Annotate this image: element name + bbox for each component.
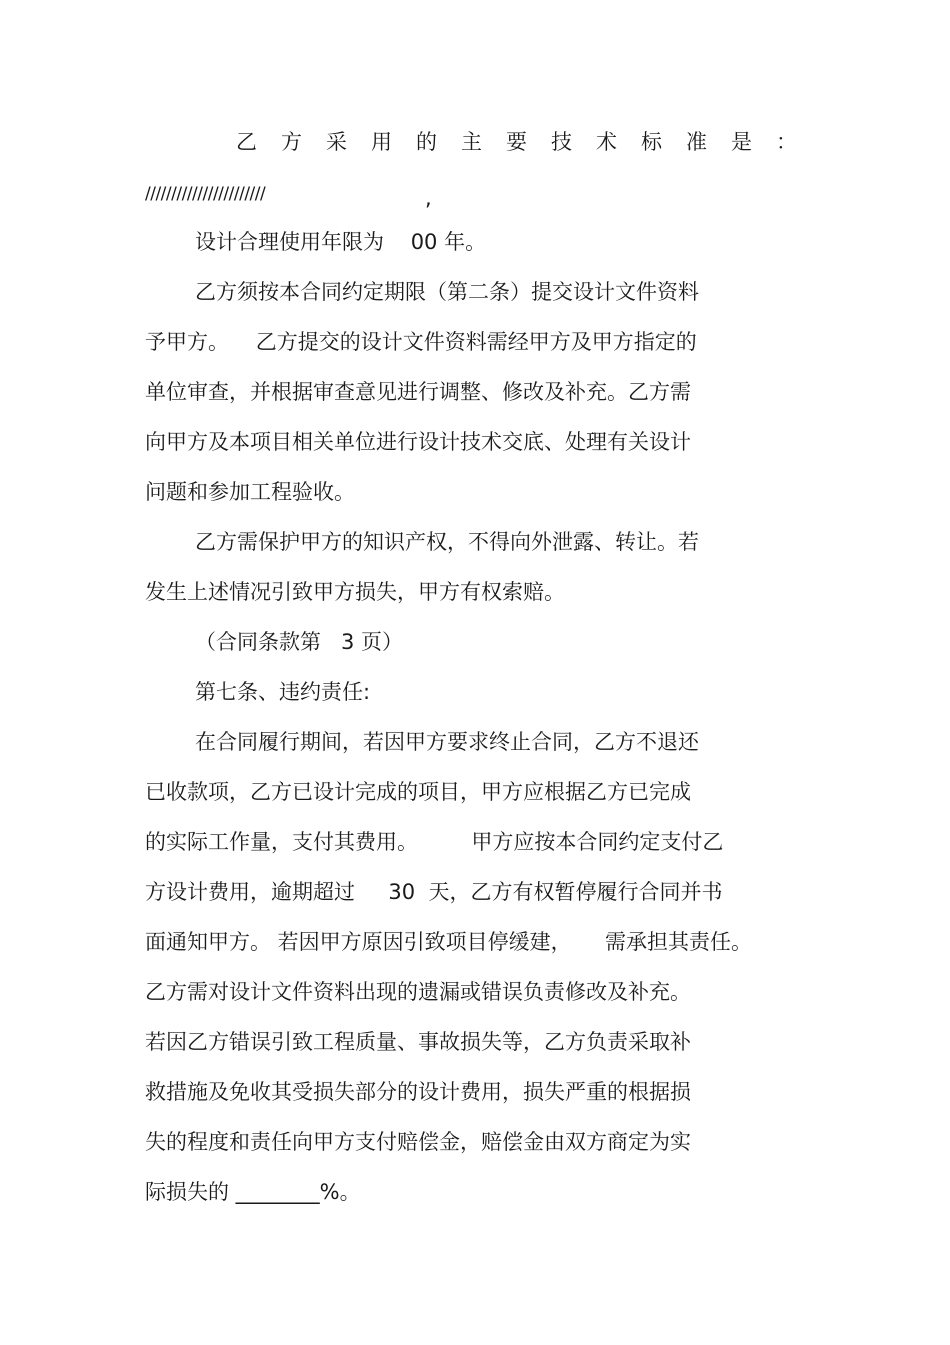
paragraph-line: 发生上述情况引致甲方损失，甲方有权索赔。 [145,580,565,604]
paragraph-line: 方设计费用，逾期超过 30 天，乙方有权暂停履行合同并书 [145,880,723,904]
paragraph-line: 的实际工作量，支付其费用。 甲方应按本合同约定支付乙 [145,830,724,854]
paragraph-line: 失的程度和责任向甲方支付赔偿金，赔偿金由双方商定为实 [145,1130,691,1154]
tech-standard-line: 乙方采用的主要技术标准是： [236,130,821,154]
paragraph-line: 救措施及免收其受损失部分的设计费用，损失严重的根据损 [145,1080,691,1104]
paragraph-line: 乙方需保护甲方的知识产权，不得向外泄露、转让。若 [195,530,699,554]
paragraph-line: 若因乙方错误引致工程质量、事故损失等，乙方负责采取补 [145,1030,691,1054]
page-note: （合同条款第 3 页） [195,630,404,654]
paragraph-line: 在合同履行期间，若因甲方要求终止合同，乙方不退还 [195,730,699,754]
paragraph-line: 问题和参加工程验收。 [145,480,355,504]
paragraph-line: 乙方须按本合同约定期限（第二条）提交设计文件资料 [195,280,699,304]
paragraph-line: 已收款项，乙方已设计完成的项目，甲方应根据乙方已完成 [145,780,691,804]
paragraph-line: 向甲方及本项目相关单位进行设计技术交底、处理有关设计 [145,430,691,454]
paragraph-line: 际损失的 ________%。 [145,1180,361,1204]
tech-standard-comma: , [425,186,432,210]
paragraph-line: 予甲方。 乙方提交的设计文件资料需经甲方及甲方指定的 [145,330,697,354]
paragraph-line: 乙方需对设计文件资料出现的遗漏或错误负责修改及补充。 [145,980,691,1004]
design-life-line: 设计合理使用年限为 00 年。 [195,230,487,254]
tech-standard-blank: /////////////////////// [145,184,266,204]
section-heading: 第七条、违约责任: [195,680,371,704]
paragraph-line: 面通知甲方。 若因甲方原因引致项目停缓建， 需承担其责任。 [145,930,753,954]
paragraph-line: 单位审查，并根据审查意见进行调整、修改及补充。乙方需 [145,380,691,404]
